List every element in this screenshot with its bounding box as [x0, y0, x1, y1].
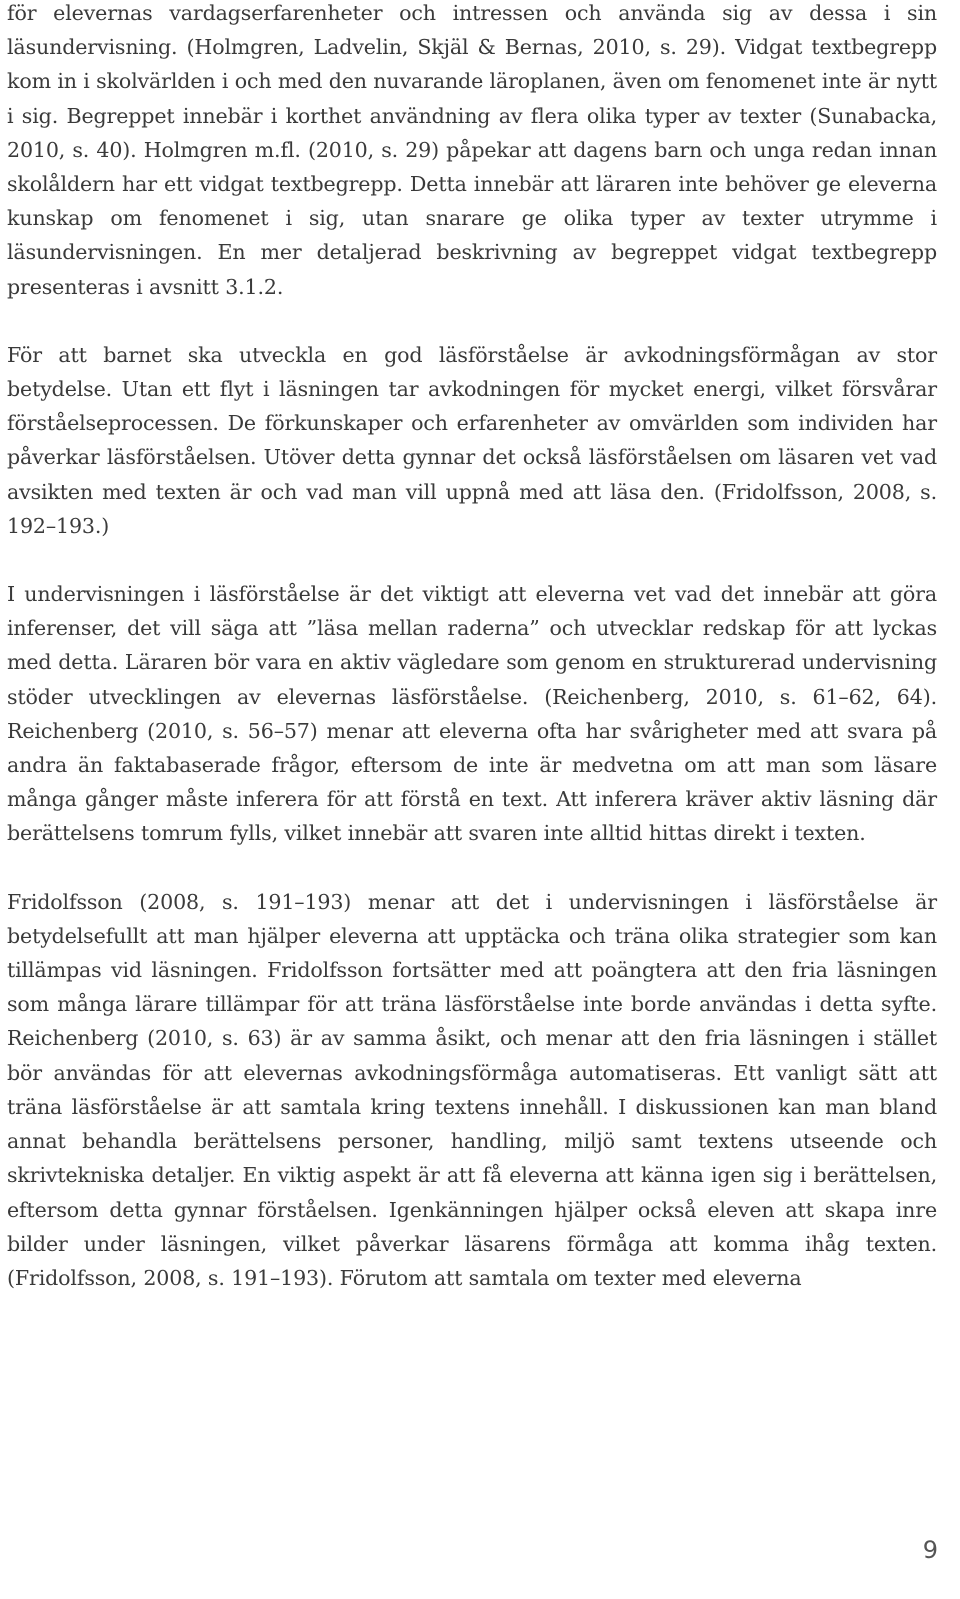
paragraph-spacer [7, 304, 937, 338]
body-paragraph-1: för elevernas vardagserfarenheter och intressen och använda sig av dessa i sin läsundervisning. (Holmgren, Ladvelin, Skjäl & Bernas, 2010, s. 29). Vidgat textbegrepp kom in i skolvärlden i och med den nuvarande läroplanen, även om fenomenet inte är nytt i sig. Begreppet innebär i korthet användning av flera olika typer av texter (Sunabacka, 2010, s. 40). Holmgren m.fl. (2010, s. 29) påpekar att dagens barn och unga redan innan skolåldern har ett vidgat textbegrepp. Detta innebär att läraren inte behöver ge eleverna kunskap om fenomenet i sig, utan snarare ge olika typer av texter utrymme i läsundervisningen. En mer detaljerad beskrivning av begreppet vidgat textbegrepp presenteras i avsnitt 3.1.2. [7, 1, 937, 299]
paragraph-spacer [7, 543, 937, 577]
body-paragraph-3: I undervisningen i läsförståelse är det viktigt att eleverna vet vad det innebär att göra inferenser, det vill säga att ”läsa mellan raderna” och utvecklar redskap för att lyckas med detta. Läraren bör vara en aktiv vägledare som genom en strukturerad undervisning stöder utvecklingen av elevernas läsförståelse. (Reichenberg, 2010, s. 61–62, 64). Reichenberg (2010, s. 56–57) menar att eleverna ofta har svårigheter med att svara på andra än faktabaserade frågor, eftersom de inte är medvetna om att man som läsare många gånger måste inferera för att förstå en text. Att inferera kräver aktiv läsning där berättelsens tomrum fylls, vilket innebär att svaren inte alltid hittas direkt i texten. [7, 582, 937, 846]
body-paragraph-2: För att barnet ska utveckla en god läsförståelse är avkodningsförmågan av stor betydelse. Utan ett flyt i läsningen tar avkodningen för mycket energi, vilket försvårar förståelseprocessen. De förkunskaper och erfarenheter av omvärlden som individen har påverkar läsförståelsen. Utöver detta gynnar det också läsförståelsen om läsaren vet vad avsikten med texten är och vad man vill uppnå med att läsa den. (Fridolfsson, 2008, s. 192–193.) [7, 342, 937, 538]
page-number: 9 [922, 1536, 938, 1564]
body-paragraph-4: Fridolfsson (2008, s. 191–193) menar att det i undervisningen i läsförståelse är betydelsefullt att man hjälper eleverna att upptäcka och träna olika strategier som kan tillämpas vid läsningen. Fridolfsson fortsätter med att poängtera att den fria läsningen som många lärare tillämpar för att träna läsförståelse inte borde användas i detta syfte. Reichenberg (2010, s. 63) är av samma åsikt, och menar att den fria läsningen i stället bör användas för att elevernas avkodningsförmåga automatiseras. Ett vanligt sätt att träna läsförståelse är att samtala kring textens innehåll. I diskussionen kan man bland annat behandla berättelsens personer, handling, miljö samt textens utseende och skrivtekniska detaljer. En viktig aspekt är att få eleverna att känna igen sig i berättelsen, eftersom detta gynnar förståelsen. Igenkänningen hjälper också eleven att skapa inre bilder under läsningen, vilket påverkar läsarens förmåga att komma ihåg texten. (Fridolfsson, 2008, s. 191–193). Förutom att samtala om texter med eleverna [7, 889, 937, 1290]
paragraph-spacer [7, 851, 937, 885]
document-page [7, 0, 937, 1295]
